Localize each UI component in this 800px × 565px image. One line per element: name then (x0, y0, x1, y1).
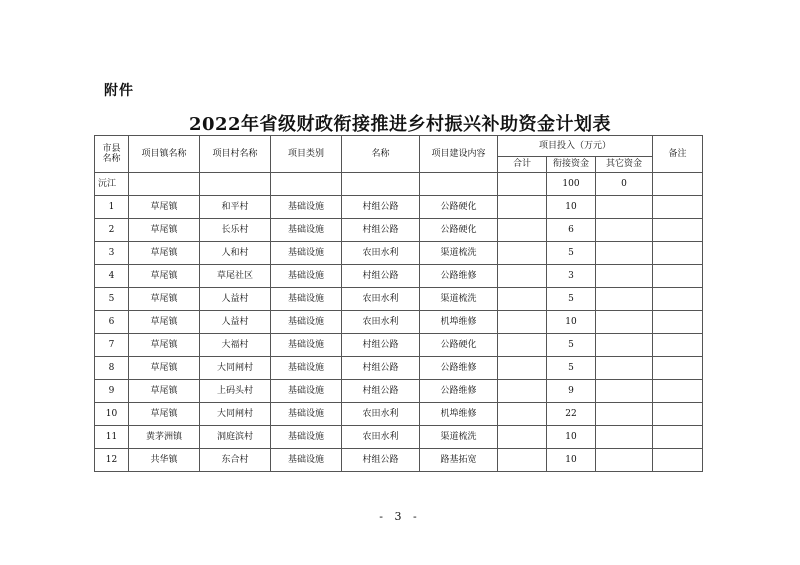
cell-total (498, 334, 547, 357)
cell-name: 农田水利 (342, 242, 420, 265)
cell-other-funds: 0 (596, 173, 653, 196)
cell-linkage-funds: 10 (547, 449, 596, 472)
cell-village: 人益村 (200, 288, 271, 311)
document-title: 2022年省级财政衔接推进乡村振兴补助资金计划表 (188, 114, 612, 135)
cell-town: 草尾镇 (129, 242, 200, 265)
cell-town: 草尾镇 (129, 334, 200, 357)
cell-content: 公路维修 (420, 265, 498, 288)
cell-name (342, 173, 420, 196)
cell-content: 公路维修 (420, 380, 498, 403)
table-row (95, 288, 703, 311)
header-town: 项目镇名称 (129, 136, 200, 173)
cell-remarks (653, 380, 703, 403)
cell-name: 农田水利 (342, 288, 420, 311)
cell-total (498, 242, 547, 265)
header-category: 项目类别 (271, 136, 342, 173)
header-row-1 (95, 136, 703, 157)
cell-linkage-funds: 100 (547, 173, 596, 196)
cell-no: 5 (95, 288, 129, 311)
funding-plan-table (94, 135, 703, 472)
cell-content: 渠道梳洗 (420, 288, 498, 311)
cell-town: 草尾镇 (129, 288, 200, 311)
header-investment: 项目投入（万元） (498, 136, 653, 157)
cell-other-funds (596, 403, 653, 426)
cell-total (498, 426, 547, 449)
summary-row (95, 173, 703, 196)
cell-town: 草尾镇 (129, 196, 200, 219)
cell-other-funds (596, 196, 653, 219)
cell-town: 草尾镇 (129, 403, 200, 426)
cell-village: 人益村 (200, 311, 271, 334)
cell-total (498, 311, 547, 334)
cell-village: 和平村 (200, 196, 271, 219)
cell-total (498, 357, 547, 380)
cell-content (420, 173, 498, 196)
cell-other-funds (596, 380, 653, 403)
cell-village: 大同闸村 (200, 357, 271, 380)
cell-linkage-funds: 5 (547, 242, 596, 265)
cell-category: 基础设施 (271, 334, 342, 357)
cell-name: 村组公路 (342, 196, 420, 219)
header-city-county (95, 136, 129, 173)
header-content: 项目建设内容 (420, 136, 498, 173)
cell-linkage-funds: 3 (547, 265, 596, 288)
cell-category: 基础设施 (271, 426, 342, 449)
cell-no: 8 (95, 357, 129, 380)
cell-village (200, 173, 271, 196)
cell-village: 长乐村 (200, 219, 271, 242)
cell-remarks (653, 173, 703, 196)
cell-village: 上码头村 (200, 380, 271, 403)
table-row (95, 426, 703, 449)
cell-remarks (653, 242, 703, 265)
header-remarks: 备注 (653, 136, 703, 173)
cell-content: 机埠维修 (420, 403, 498, 426)
cell-other-funds (596, 334, 653, 357)
cell-other-funds (596, 265, 653, 288)
cell-content: 公路硬化 (420, 196, 498, 219)
cell-linkage-funds: 5 (547, 288, 596, 311)
cell-linkage-funds: 5 (547, 334, 596, 357)
cell-name: 村组公路 (342, 449, 420, 472)
cell-no: 7 (95, 334, 129, 357)
cell-content: 公路硬化 (420, 334, 498, 357)
cell-category: 基础设施 (271, 288, 342, 311)
cell-other-funds (596, 449, 653, 472)
cell-category: 基础设施 (271, 449, 342, 472)
cell-town: 草尾镇 (129, 219, 200, 242)
cell-no: 12 (95, 449, 129, 472)
cell-village: 大同闸村 (200, 403, 271, 426)
cell-total (498, 288, 547, 311)
cell-remarks (653, 449, 703, 472)
table-row (95, 380, 703, 403)
cell-other-funds (596, 242, 653, 265)
cell-town: 草尾镇 (129, 265, 200, 288)
cell-linkage-funds: 9 (547, 380, 596, 403)
cell-city-county: 沅江 (95, 173, 129, 196)
cell-name: 农田水利 (342, 426, 420, 449)
page-number: - 3 - (379, 510, 421, 523)
cell-name: 村组公路 (342, 380, 420, 403)
cell-no: 3 (95, 242, 129, 265)
cell-other-funds (596, 288, 653, 311)
cell-other-funds (596, 426, 653, 449)
cell-category: 基础设施 (271, 403, 342, 426)
cell-linkage-funds: 6 (547, 219, 596, 242)
cell-linkage-funds: 10 (547, 196, 596, 219)
cell-village: 草尾社区 (200, 265, 271, 288)
cell-remarks (653, 196, 703, 219)
cell-remarks (653, 311, 703, 334)
cell-remarks (653, 265, 703, 288)
cell-town: 草尾镇 (129, 357, 200, 380)
cell-name: 村组公路 (342, 334, 420, 357)
cell-content: 渠道梳洗 (420, 242, 498, 265)
cell-category: 基础设施 (271, 311, 342, 334)
cell-town: 草尾镇 (129, 311, 200, 334)
cell-name: 村组公路 (342, 357, 420, 380)
table-row (95, 242, 703, 265)
header-total: 合计 (498, 157, 547, 173)
cell-other-funds (596, 311, 653, 334)
cell-town: 黄茅洲镇 (129, 426, 200, 449)
table-row (95, 449, 703, 472)
table-row (95, 196, 703, 219)
cell-category: 基础设施 (271, 242, 342, 265)
cell-linkage-funds: 10 (547, 311, 596, 334)
cell-total (498, 196, 547, 219)
cell-total (498, 265, 547, 288)
attachment-label: 附件 (104, 83, 134, 99)
cell-remarks (653, 426, 703, 449)
cell-no: 2 (95, 219, 129, 242)
cell-linkage-funds: 5 (547, 357, 596, 380)
cell-village: 大福村 (200, 334, 271, 357)
cell-total (498, 380, 547, 403)
cell-category: 基础设施 (271, 265, 342, 288)
header-village: 项目村名称 (200, 136, 271, 173)
header-linkage-funds: 衔接资金 (547, 157, 596, 173)
cell-total (498, 173, 547, 196)
cell-no: 4 (95, 265, 129, 288)
cell-total (498, 219, 547, 242)
cell-name: 农田水利 (342, 403, 420, 426)
cell-remarks (653, 288, 703, 311)
header-other-funds: 其它资金 (596, 157, 653, 173)
cell-remarks (653, 219, 703, 242)
cell-town: 共华镇 (129, 449, 200, 472)
header-name: 名称 (342, 136, 420, 173)
table-row (95, 403, 703, 426)
cell-remarks (653, 334, 703, 357)
cell-name: 村组公路 (342, 265, 420, 288)
cell-remarks (653, 357, 703, 380)
cell-category: 基础设施 (271, 357, 342, 380)
cell-total (498, 403, 547, 426)
cell-linkage-funds: 22 (547, 403, 596, 426)
cell-name: 农田水利 (342, 311, 420, 334)
cell-town (129, 173, 200, 196)
cell-no: 9 (95, 380, 129, 403)
cell-remarks (653, 403, 703, 426)
header-city-county-text: 市县 名称 (102, 143, 121, 164)
cell-no: 11 (95, 426, 129, 449)
cell-village: 人和村 (200, 242, 271, 265)
cell-other-funds (596, 357, 653, 380)
cell-category: 基础设施 (271, 196, 342, 219)
table-row (95, 357, 703, 380)
cell-linkage-funds: 10 (547, 426, 596, 449)
cell-other-funds (596, 219, 653, 242)
cell-town: 草尾镇 (129, 380, 200, 403)
cell-total (498, 449, 547, 472)
cell-content: 公路硬化 (420, 219, 498, 242)
table-row (95, 219, 703, 242)
cell-category (271, 173, 342, 196)
table-row (95, 334, 703, 357)
cell-content: 路基拓宽 (420, 449, 498, 472)
cell-name: 村组公路 (342, 219, 420, 242)
table-row (95, 311, 703, 334)
cell-no: 10 (95, 403, 129, 426)
cell-no: 6 (95, 311, 129, 334)
cell-village: 东合村 (200, 449, 271, 472)
cell-village: 洞庭滨村 (200, 426, 271, 449)
table-row (95, 265, 703, 288)
cell-category: 基础设施 (271, 380, 342, 403)
cell-content: 公路维修 (420, 357, 498, 380)
cell-no: 1 (95, 196, 129, 219)
cell-category: 基础设施 (271, 219, 342, 242)
cell-content: 渠道梳洗 (420, 426, 498, 449)
cell-content: 机埠维修 (420, 311, 498, 334)
